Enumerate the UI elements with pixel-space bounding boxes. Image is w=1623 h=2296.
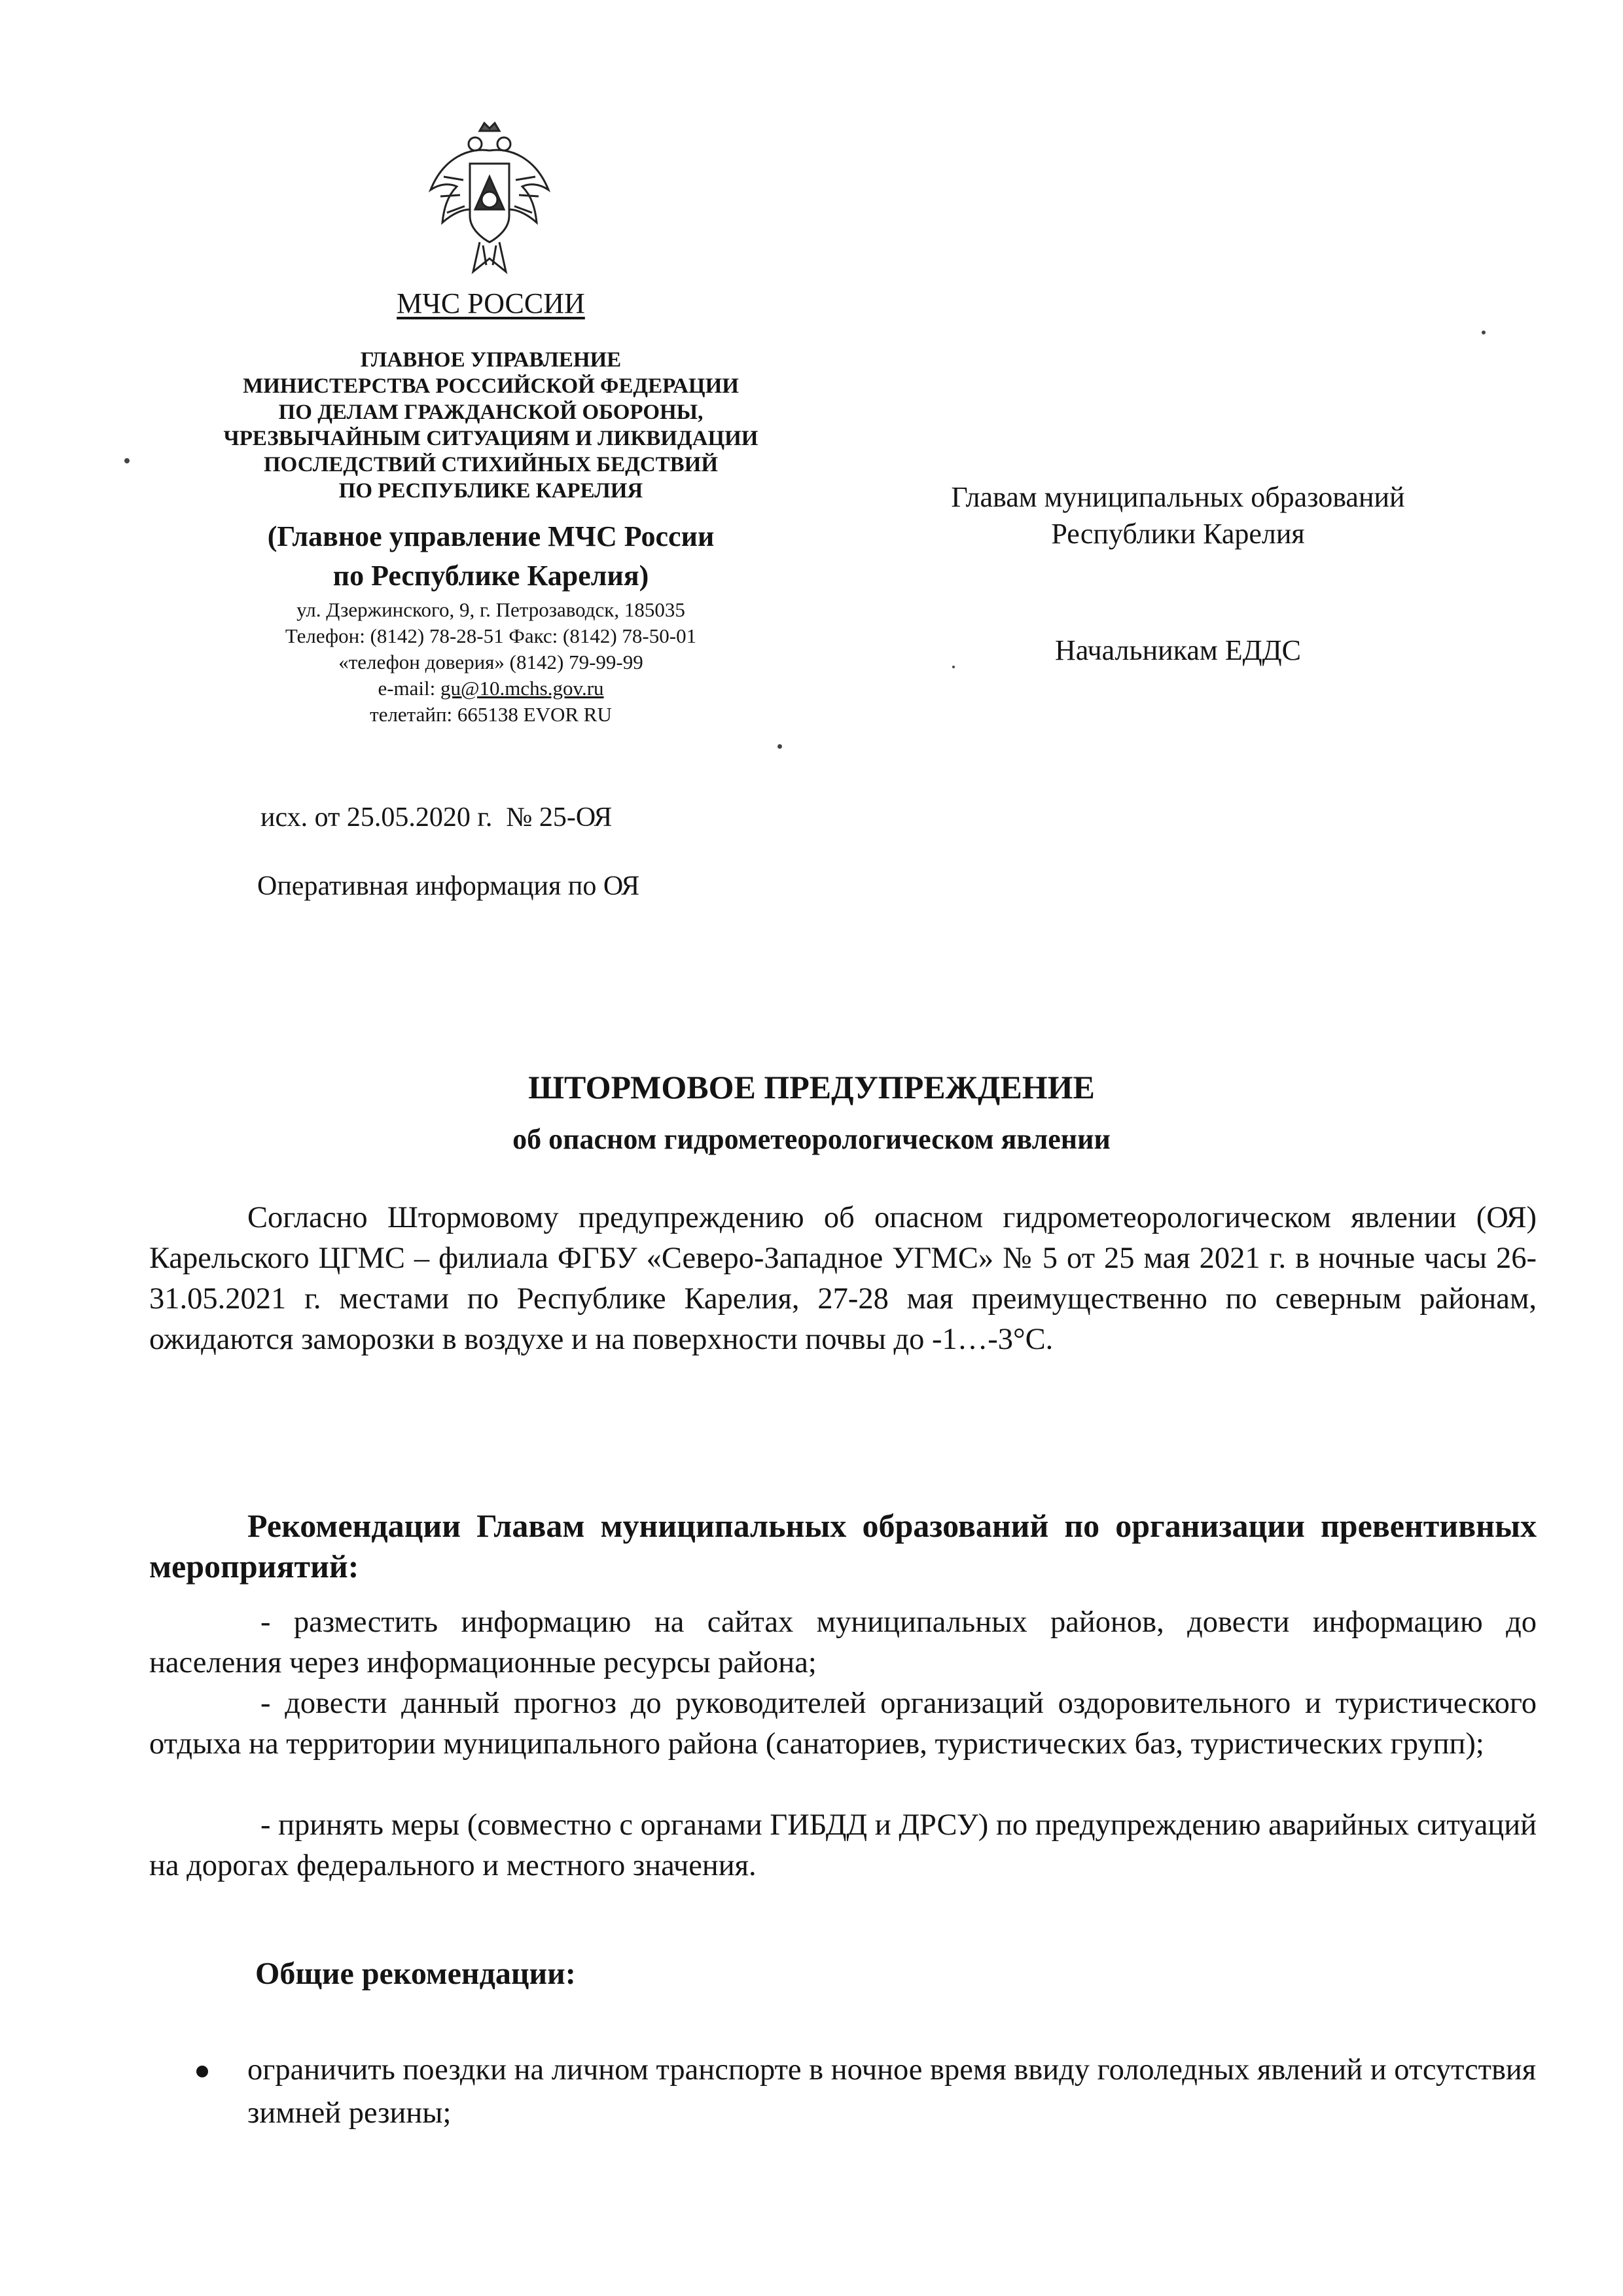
list-item	[196, 2049, 1538, 2135]
list-item-text: ограничить поездки на личном транспорте в ночное время ввиду гололедных явлений и отсутствия зимней резины;	[247, 2053, 1537, 2130]
recommendation-text: - принять меры (совместно с органами ГИБДД и ДРСУ) по предупреждению аварийных ситуаций на дорогах федерального и местного значения.	[149, 1808, 1537, 1882]
scan-speck	[777, 744, 782, 749]
email-link[interactable]: gu@10.mchs.gov.ru	[440, 677, 604, 700]
subject-line: Оперативная информация по ОЯ	[257, 871, 640, 901]
org-name: МЧС РОССИИ	[397, 287, 585, 319]
recommendation-text: - довести данный прогноз до руководителей организаций оздоровительного и туристического отдыха на территории муниципального района (санаториев, туристических баз, туристических групп);	[149, 1687, 1537, 1761]
hotline: «телефон доверия» (8142) 79-99-99	[338, 651, 643, 673]
department-line: ГЛАВНОЕ УПРАВЛЕНИЕ	[360, 348, 622, 372]
teletype: телетайп: 665138 EVOR RU	[370, 703, 612, 726]
general-recommendations-list	[196, 2049, 1538, 2135]
address: ул. Дзержинского, 9, г. Петрозаводск, 185035	[296, 598, 685, 621]
main-paragraph	[149, 1198, 1537, 1360]
bullet-icon	[196, 2066, 208, 2077]
department-line: ПО ДЕЛАМ ГРАЖДАНСКОЙ ОБОРОНЫ,	[278, 401, 704, 424]
document-title: ШТОРМОВОЕ ПРЕДУПРЕЖДЕНИЕ	[528, 1069, 1095, 1105]
recommendation-item	[149, 1805, 1537, 1886]
department-line: ПОСЛЕДСТВИЙ СТИХИЙНЫХ БЕДСТВИЙ	[263, 453, 719, 476]
department-short-name	[164, 517, 818, 596]
department-line: ЧРЕЗВЫЧАЙНЫМ СИТУАЦИЯМ И ЛИКВИДАЦИИ	[223, 427, 758, 450]
contact-info	[164, 597, 818, 728]
department-line: МИНИСТЕРСТВА РОССИЙСКОЙ ФЕДЕРАЦИИ	[243, 374, 739, 398]
email-line	[164, 675, 818, 702]
addressee-line: Главам муниципальных образований	[951, 481, 1405, 513]
department-short-line: по Республике Карелия)	[332, 560, 649, 592]
scan-speck	[952, 666, 955, 668]
document-subtitle: об опасном гидрометеорологическом явлении	[512, 1123, 1111, 1155]
scan-speck	[124, 458, 130, 463]
addressee-line: Республики Карелия	[1051, 518, 1305, 550]
recommendation-text: - разместить информацию на сайтах муниципальных районов, довести информацию до населения через информационные ресурсы района;	[149, 1605, 1537, 1679]
outgoing-reference: исх. от 25.05.2020 г. № 25-ОЯ	[260, 802, 613, 833]
department-line: ПО РЕСПУБЛИКЕ КАРЕЛИЯ	[338, 479, 643, 503]
recommendation-item	[149, 1602, 1537, 1683]
recommendations-heading	[149, 1505, 1537, 1587]
addressee-edds: Начальникам ЕДДС	[1054, 634, 1302, 666]
general-recommendations-heading: Общие рекомендации:	[255, 1956, 576, 1991]
addressee-heads	[851, 479, 1505, 552]
main-paragraph-text: Согласно Штормовому предупреждению об опасном гидрометеорологическом явлении (ОЯ) Карельского ЦГМС – филиала ФГБУ «Северо-Западное УГМС» № 5 от 25 мая 2021 г. в ночные часы 26-31.05.2021 г. местами по Республике Карелия, 27-28 мая преимущественно по северным районам, ожидаются заморозки в воздухе и на поверхности почвы до -1…-3°С.	[149, 1201, 1537, 1356]
emchs-emblem-icon	[424, 118, 555, 281]
department-name	[131, 347, 851, 504]
recommendations-heading-text: Рекомендации Главам муниципальных образований по организации превентивных мероприятий:	[149, 1507, 1537, 1585]
scan-speck	[1482, 331, 1486, 334]
phone-fax: Телефон: (8142) 78-28-51 Факс: (8142) 78-50-01	[285, 624, 697, 647]
department-short-line: (Главное управление МЧС России	[267, 520, 715, 552]
email-label: e-mail:	[378, 677, 440, 700]
recommendation-item	[149, 1683, 1537, 1765]
